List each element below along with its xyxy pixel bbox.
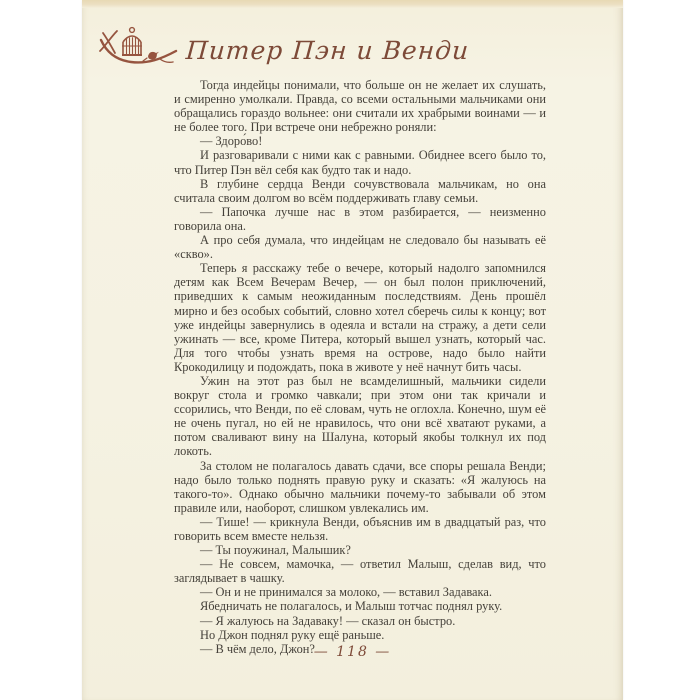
page-header <box>98 24 469 74</box>
running-title: Питер Пэн и Венди <box>184 35 471 65</box>
paragraph: — Он и не принимался за молоко, — вставил Задавака. <box>200 585 492 600</box>
paragraph: И разговаривали с ними как с равными. Обиднее всего было то, что Питер Пэн вёл себя как будто так и надо. <box>174 148 546 177</box>
paragraph: — Ты поужинал, Малышик? <box>200 543 351 558</box>
page-top-edge <box>82 0 623 8</box>
paragraph: — Тише! — крикнула Венди, объяснив им в двадцатый раз, что говорить всем вместе нельзя. <box>174 514 546 543</box>
book-page <box>82 0 623 700</box>
paragraph: — Папочка лучше нас в этом разбирается, — неизменно говорила она. <box>174 204 546 233</box>
paragraph: Ябедничать не полагалось, и Малыш тотчас поднял руку. <box>200 599 503 614</box>
paragraph: — Не совсем, мамочка, — ответил Малыш, сделав вид, что заглядывает в чашку. <box>174 557 546 586</box>
paragraph: — В чём дело, Джон? <box>200 641 315 656</box>
page-number: — 118 — <box>313 644 392 660</box>
paragraph: Но Джон поднял руку ещё раньше. <box>200 627 385 642</box>
body-text <box>174 78 546 656</box>
paragraph: Тогда индейцы понимали, что больше он не желает их слушать, и смиренно умолкали. Правда, со всеми остальными мальчиками они обращались гораздо вольнее: они считали их храбрыми воинами — и не более того. При встрече они небрежно роняли: <box>174 78 546 135</box>
paragraph: А про себя думала, что индейцам не следовало бы называть её «скво». <box>174 233 546 262</box>
paragraph: — Здоро́во! <box>200 134 263 149</box>
paragraph: В глубине сердца Венди сочувствовала мальчикам, но она считала своим долгом во всём поддерживать главу семьи. <box>174 176 546 205</box>
paragraph: Ужин на этот раз был не всамделишный, мальчики сидели вокруг стола и громко чавкали; при этом они так кричали и ссорились, что Венди, по её словам, чуть не оглохла. Конечно, шум её не очень пугал, но ей не нравилось, что они всё хватают руками, а потом сваливают вину на Шалуна, который якобы толкнул их под локоть. <box>174 373 546 459</box>
paragraph: За столом не полагалось давать сдачи, все споры решала Венди; надо было только поднять правую руку и сказать: «Я жалуюсь на такого-то». Однако обычно мальчики почему-то забывали об этом правиле или, наоборот, слишком увлекались им. <box>174 458 546 515</box>
paragraph: — Я жалуюсь на Задаваку! — сказал он быстро. <box>200 613 456 628</box>
birdcage-on-branch-icon <box>98 24 180 74</box>
paragraph: Теперь я расскажу тебе о вечере, который надолго запомнился детям как Всем Вечерам Вечер, — он был полон приключений, приведших к самым неожиданным последствиям. День прошёл мирно и без особых событий, словно хотел сберечь силы к концу; вот уже индейцы завернулись в одеяла и встали на стражу, а дети сели ужинать — все, кроме Питера, который вышел узнать, который час. Для того чтобы узнать время на острове, надо было найти Крокодилицу и подождать, пока в животе у неё начнут бить часы. <box>174 261 546 374</box>
